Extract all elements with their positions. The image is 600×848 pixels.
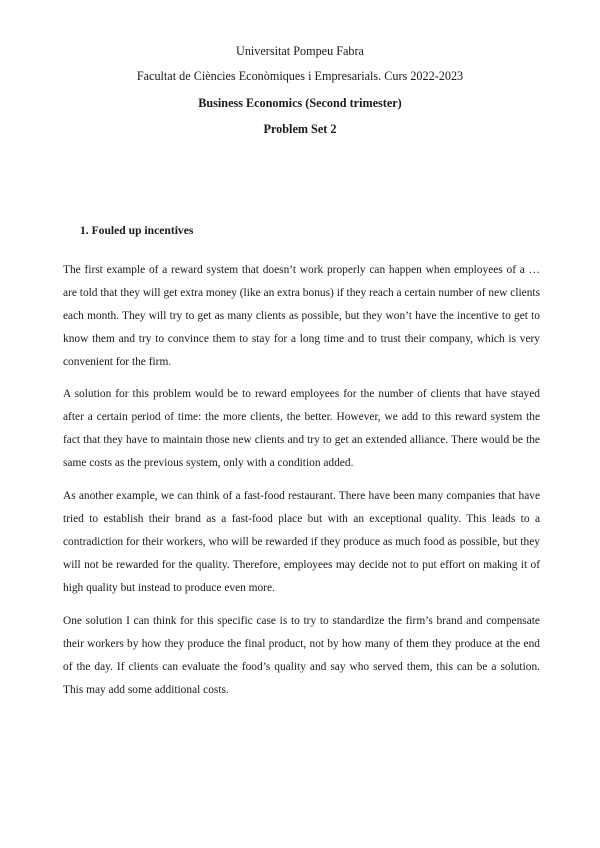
paragraph-3: As another example, we can think of a fast-food restaurant. There have been many companies that have tried to establish their brand as a fast-food place but with an exceptional quality. This leads to a contradiction for their workers, who will be rewarded if they produce as much food as possible, but they will not be rewarded for the quality. Therefore, employees may decide not to put effort on making it of high quality but instead to produce even more. <box>63 490 540 595</box>
paragraph-4: One solution I can think for this specific case is to try to standardize the firm’s brand and compensate their workers by how they produce the final product, not by how many of them they produce at the end of the day. If clients can evaluate the food’s quality and say who served them, this can be a solution. This may add some additional costs. <box>63 615 540 697</box>
course-title: Business Economics (Second trimester) <box>198 96 402 110</box>
paragraph-2: A solution for this problem would be to reward employees for the number of clients that have stayed after a certain period of time: the more clients, the better. However, we add to this reward system the fact that they have to maintain those new clients and try to get an extended alliance. There would be the same costs as the previous system, only with a condition added. <box>63 388 540 470</box>
university-name: Universitat Pompeu Fabra <box>236 44 364 58</box>
paragraph-1: The first example of a reward system that doesn’t work properly can happen when employees of a … are told that they will get extra money (like an extra bonus) if they reach a certain number of new clients each month. They will try to get as many clients as possible, but they won’t have the incentive to get to know them and try to convince them to stay for a long time and to trust their company, which is very convenient for the firm. <box>63 264 540 369</box>
faculty-course-line: Facultat de Ciències Econòmiques i Empresarials. Curs 2022-2023 <box>136 69 464 83</box>
section-heading: 1. Fouled up incentives <box>80 224 194 237</box>
problem-set-title: Problem Set 2 <box>263 122 337 136</box>
